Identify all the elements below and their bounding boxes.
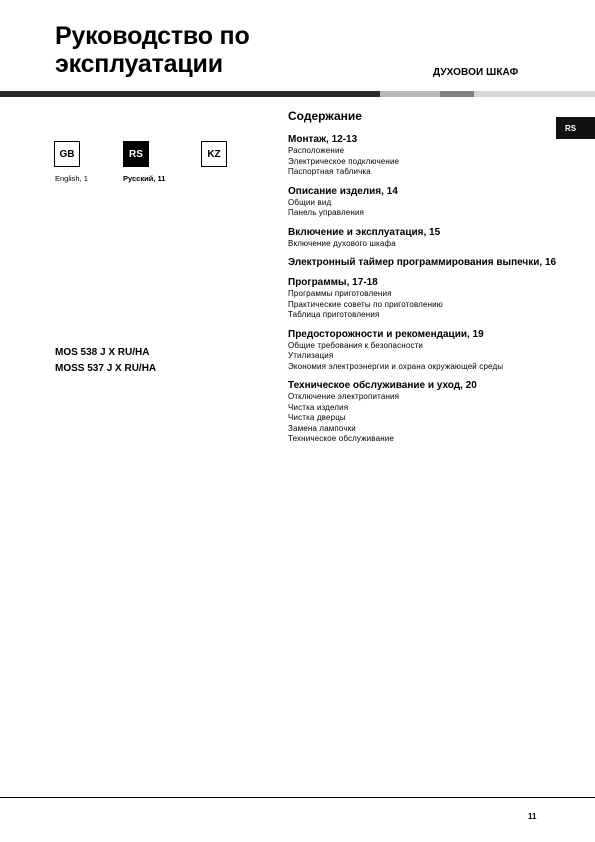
header-bar-segment-mid xyxy=(440,91,474,97)
toc-item[interactable]: Программы приготовления xyxy=(288,289,392,298)
toc-item[interactable]: Общии вид xyxy=(288,197,332,207)
toc-section-title[interactable]: Описание изделия, 14 xyxy=(288,185,398,197)
toc-section xyxy=(288,257,558,269)
page-number: 11 xyxy=(528,812,537,821)
product-type: ДУХОВОИ ШКАФ xyxy=(433,67,519,78)
toc-section-title[interactable]: Монтаж, 12-13 xyxy=(288,134,358,145)
toc-section-title[interactable]: Предосторожности и рекомендации, 19 xyxy=(288,328,484,340)
toc-item[interactable]: Чистка изделия xyxy=(288,402,349,412)
toc-item[interactable]: Расположение xyxy=(288,146,345,155)
toc-item[interactable]: Электрическое подключение xyxy=(288,156,400,166)
toc-section xyxy=(288,277,558,321)
toc-section-title[interactable]: Техническое обслуживание и уход, 20 xyxy=(288,380,477,391)
document-title-line-1: Руководство по xyxy=(55,22,250,50)
toc-section xyxy=(288,134,558,178)
footer-rule xyxy=(0,797,595,798)
toc-sections xyxy=(288,134,558,445)
model-name: MOSS 537 J X RU/HA xyxy=(55,363,157,374)
model-list xyxy=(55,345,156,377)
toc-item[interactable]: Утилизация xyxy=(288,351,334,360)
toc-item[interactable]: Практические советы по приготовлению xyxy=(288,299,443,309)
header-bar-segment-pale xyxy=(474,91,595,97)
toc-section xyxy=(288,227,558,250)
language-box-kz[interactable]: KZ xyxy=(201,141,227,167)
header-bar-segment-light xyxy=(380,91,440,97)
language-side-tab: RS xyxy=(556,117,595,139)
document-title-line-2: эксплуатации xyxy=(55,50,223,78)
toc-item[interactable]: Панель управления xyxy=(288,208,365,217)
language-label-rs: Русский, 11 xyxy=(123,174,166,183)
toc-item[interactable]: Экономия электроэнергии и охрана окружающей среды xyxy=(288,361,504,371)
table-of-contents xyxy=(288,109,558,453)
language-label-gb: English, 1 xyxy=(55,174,88,183)
language-box-rs[interactable]: RS xyxy=(123,141,149,167)
toc-section-title[interactable]: Электронный таймер программирования выпечки, 16 xyxy=(288,257,557,268)
toc-item[interactable]: Таблица приготовления xyxy=(288,310,380,319)
toc-item[interactable]: Замена лампочки xyxy=(288,423,356,433)
toc-section-title[interactable]: Включение и эксплуатация, 15 xyxy=(288,226,441,238)
toc-section xyxy=(288,186,558,219)
toc-section xyxy=(288,329,558,373)
toc-item[interactable]: Техническое обслуживание xyxy=(288,434,394,443)
toc-item[interactable]: Паспортная табличка xyxy=(288,167,371,176)
toc-item[interactable]: Общие требования к безопасности xyxy=(288,340,424,350)
toc-item[interactable]: Чистка дверцы xyxy=(288,413,346,422)
toc-heading: Содержание xyxy=(288,109,362,123)
model-name: MOS 538 J X RU/HA xyxy=(55,347,150,358)
toc-item[interactable]: Включение духового шкафа xyxy=(288,238,396,248)
language-box-gb[interactable]: GB xyxy=(54,141,80,167)
header-bar xyxy=(0,91,595,97)
toc-section xyxy=(288,380,558,445)
toc-section-title[interactable]: Программы, 17-18 xyxy=(288,277,378,288)
toc-item[interactable]: Отключение электропитания xyxy=(288,392,400,401)
